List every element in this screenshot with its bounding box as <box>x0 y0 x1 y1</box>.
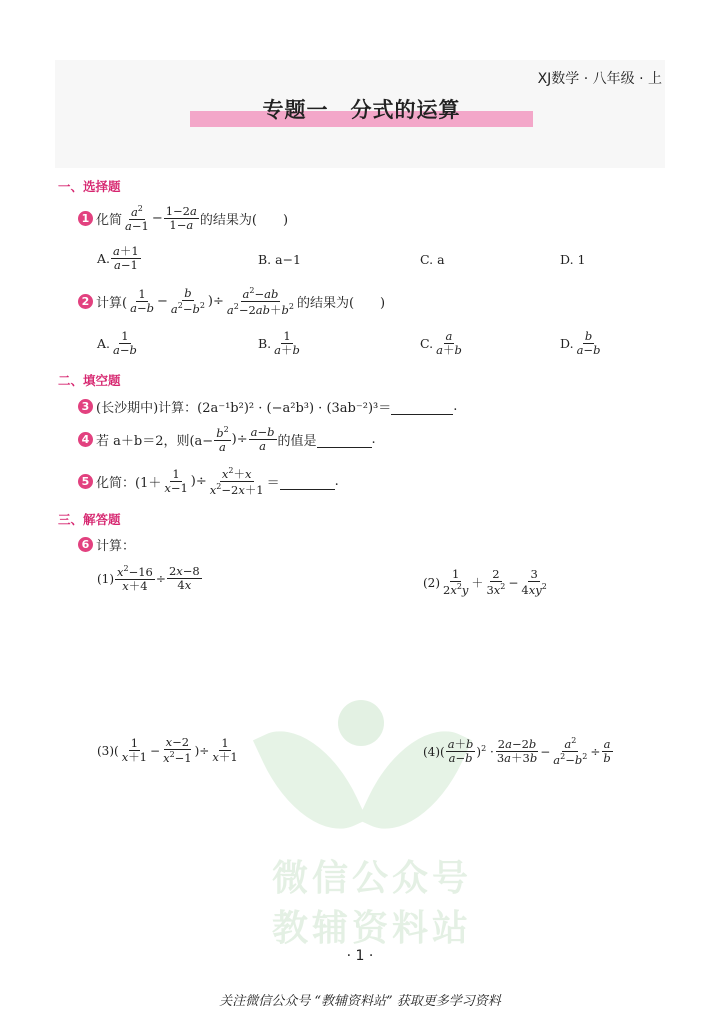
option-label: A. <box>97 251 111 267</box>
fraction: $\frac{b^2}{a}$ <box>216 425 229 455</box>
section-heading-solve: 三、解答题 <box>58 512 121 527</box>
option-b[interactable] <box>258 330 303 357</box>
answer-blank[interactable] <box>391 399 453 415</box>
question-1-suffix: 的结果为( ) <box>199 213 289 229</box>
question-5 <box>78 466 339 497</box>
subquestion-4: (4) ( $\frac{a+b}{a-b}$ )$^2$ · $\frac{2a-2b}{3a+3b}$ − $\frac{a^2}{a^2-b^2}$ ÷ $\frac{a}{b}$ <box>423 736 611 767</box>
watermark-logo-head <box>338 700 384 746</box>
page-title: 专题一 分式的运算 <box>262 97 461 122</box>
question-4 <box>78 425 376 454</box>
question-number-badge: 6 <box>78 537 93 552</box>
fraction: $\frac{a}{a+b}$ <box>436 329 462 358</box>
fraction: $\frac{1}{a-b}$ <box>113 329 137 358</box>
fraction: $\frac{a^2}{a-1}$ <box>125 204 149 234</box>
question-6-text: 计算： <box>96 539 136 554</box>
fraction: $\frac{2a-2b}{3a+3b}$ <box>496 736 538 766</box>
section-heading-choice: 一、选择题 <box>58 179 121 194</box>
question-number-badge: 1 <box>78 211 93 226</box>
question-4-text: 若 a＋b＝2，则(a− <box>96 434 214 450</box>
question-3-text: (长沙期中)计算：(2a⁻¹b²)² · (−a²b³) · (3ab⁻²)³＝ <box>96 401 392 416</box>
fraction: $\frac{1}{a+b}$ <box>274 329 300 358</box>
question-2-suffix: 的结果为( ) <box>296 296 386 312</box>
footer-note: 关注微信公众号 “教辅资料站” 获取更多学习资料 <box>219 994 501 1009</box>
fraction: $\frac{2}{3x^2}$ <box>486 567 506 598</box>
subquestion-label: (3) <box>97 743 114 758</box>
option-d[interactable] <box>560 330 603 357</box>
fraction: $\frac{a^2}{a^2-b^2}$ <box>553 736 588 767</box>
fraction: $\frac{1}{x+1}$ <box>121 735 148 765</box>
question-3 <box>78 397 457 416</box>
option-label: A. <box>97 336 111 352</box>
fraction: $\frac{1}{x-1}$ <box>164 466 188 496</box>
option-d[interactable]: D. 1 <box>560 252 586 267</box>
question-number-badge: 4 <box>78 432 93 447</box>
watermark-line2: 教辅资料站 <box>272 908 473 949</box>
question-1: 1 化简 $\frac{a^2}{a-1}$ − $\frac{1-2a}{1-a}$ 的结果为( ) <box>78 204 288 233</box>
book-series-label: XJ数学 · 八年级 · 上 <box>537 71 662 87</box>
question-6 <box>78 535 135 554</box>
fraction: $\frac{b}{a-b}$ <box>576 329 601 358</box>
operator: )÷ <box>231 432 248 448</box>
question-1-prefix: 化简 <box>96 213 123 229</box>
subquestion-label: (1) <box>97 571 114 586</box>
subquestion-3: (3) ( $\frac{1}{x+1}$ − $\frac{x-2}{x^2-1}$ )÷ $\frac{1}{x+1}$ <box>97 735 238 766</box>
period: . <box>371 432 376 448</box>
question-number-badge: 2 <box>78 294 93 309</box>
fraction: $\frac{1}{2x^2y}$ <box>443 567 469 598</box>
question-number-badge: 3 <box>78 399 93 414</box>
fraction: $\frac{2x-8}{4x}$ <box>168 563 200 593</box>
subquestion-label: (2) <box>423 575 440 590</box>
answer-blank[interactable] <box>280 474 335 490</box>
answer-blank[interactable] <box>317 432 372 448</box>
option-label: D. <box>560 336 574 352</box>
period: . <box>334 474 339 490</box>
question-5-text: 化简：(1＋ <box>96 476 162 492</box>
watermark-line1: 微信公众号 <box>272 858 473 899</box>
option-label: B. <box>258 336 272 352</box>
fraction: $\frac{x^2+x}{x^2-2x+1}$ <box>209 466 264 497</box>
fraction: $\frac{a+1}{a-1}$ <box>113 244 139 273</box>
fraction: $\frac{x-2}{x^2-1}$ <box>163 735 192 766</box>
subquestion-2: (2) $\frac{1}{2x^2y}$ ＋ $\frac{2}{3x^2}$ − $\frac{3}{4xy^2}$ <box>423 567 547 598</box>
fraction: $\frac{x^2-16}{x+4}$ <box>117 564 153 594</box>
fraction: $\frac{3}{4xy^2}$ <box>521 567 547 598</box>
option-a[interactable] <box>97 245 142 272</box>
question-5-suffix: ＝ <box>266 476 280 492</box>
fraction: $\frac{a^2-ab}{a^2-2ab+b^2}$ <box>226 286 294 317</box>
fraction: $\frac{1-2a}{1-a}$ <box>165 203 197 233</box>
question-4-suffix: 的值是 <box>277 434 317 450</box>
fraction: $\frac{a-b}{a}$ <box>250 424 275 454</box>
subquestion-1: (1) $\frac{x^2-16}{x+4}$ ÷ $\frac{2x-8}{4x}$ <box>97 563 200 594</box>
fraction: $\frac{a+b}{a-b}$ <box>447 736 474 766</box>
fraction: $\frac{b}{a^2-b^2}$ <box>170 285 205 316</box>
question-2-prefix: 计算( <box>96 296 128 312</box>
option-a[interactable] <box>97 330 140 357</box>
period: . <box>453 399 458 414</box>
fraction: $\frac{1}{a-b}$ <box>130 286 154 316</box>
page-number: · 1 · <box>346 948 374 964</box>
subquestion-label: (4) <box>423 744 440 759</box>
option-c[interactable] <box>420 330 465 357</box>
option-c[interactable]: C. a <box>420 252 445 267</box>
fraction: $\frac{a}{b}$ <box>603 736 611 766</box>
section-heading-fill: 二、填空题 <box>58 373 121 388</box>
question-2: 2 计算( $\frac{1}{a-b}$ − $\frac{b}{a^2-b^2}$ )÷ $\frac{a^2-ab}{a^2-2ab+b^2}$ 的结果为( ) <box>78 286 385 317</box>
option-label: C. <box>420 336 434 352</box>
option-b[interactable]: B. a−1 <box>258 252 302 267</box>
operator: )÷ <box>190 474 207 490</box>
fraction: $\frac{1}{x+1}$ <box>212 735 238 765</box>
question-number-badge: 5 <box>78 474 93 489</box>
